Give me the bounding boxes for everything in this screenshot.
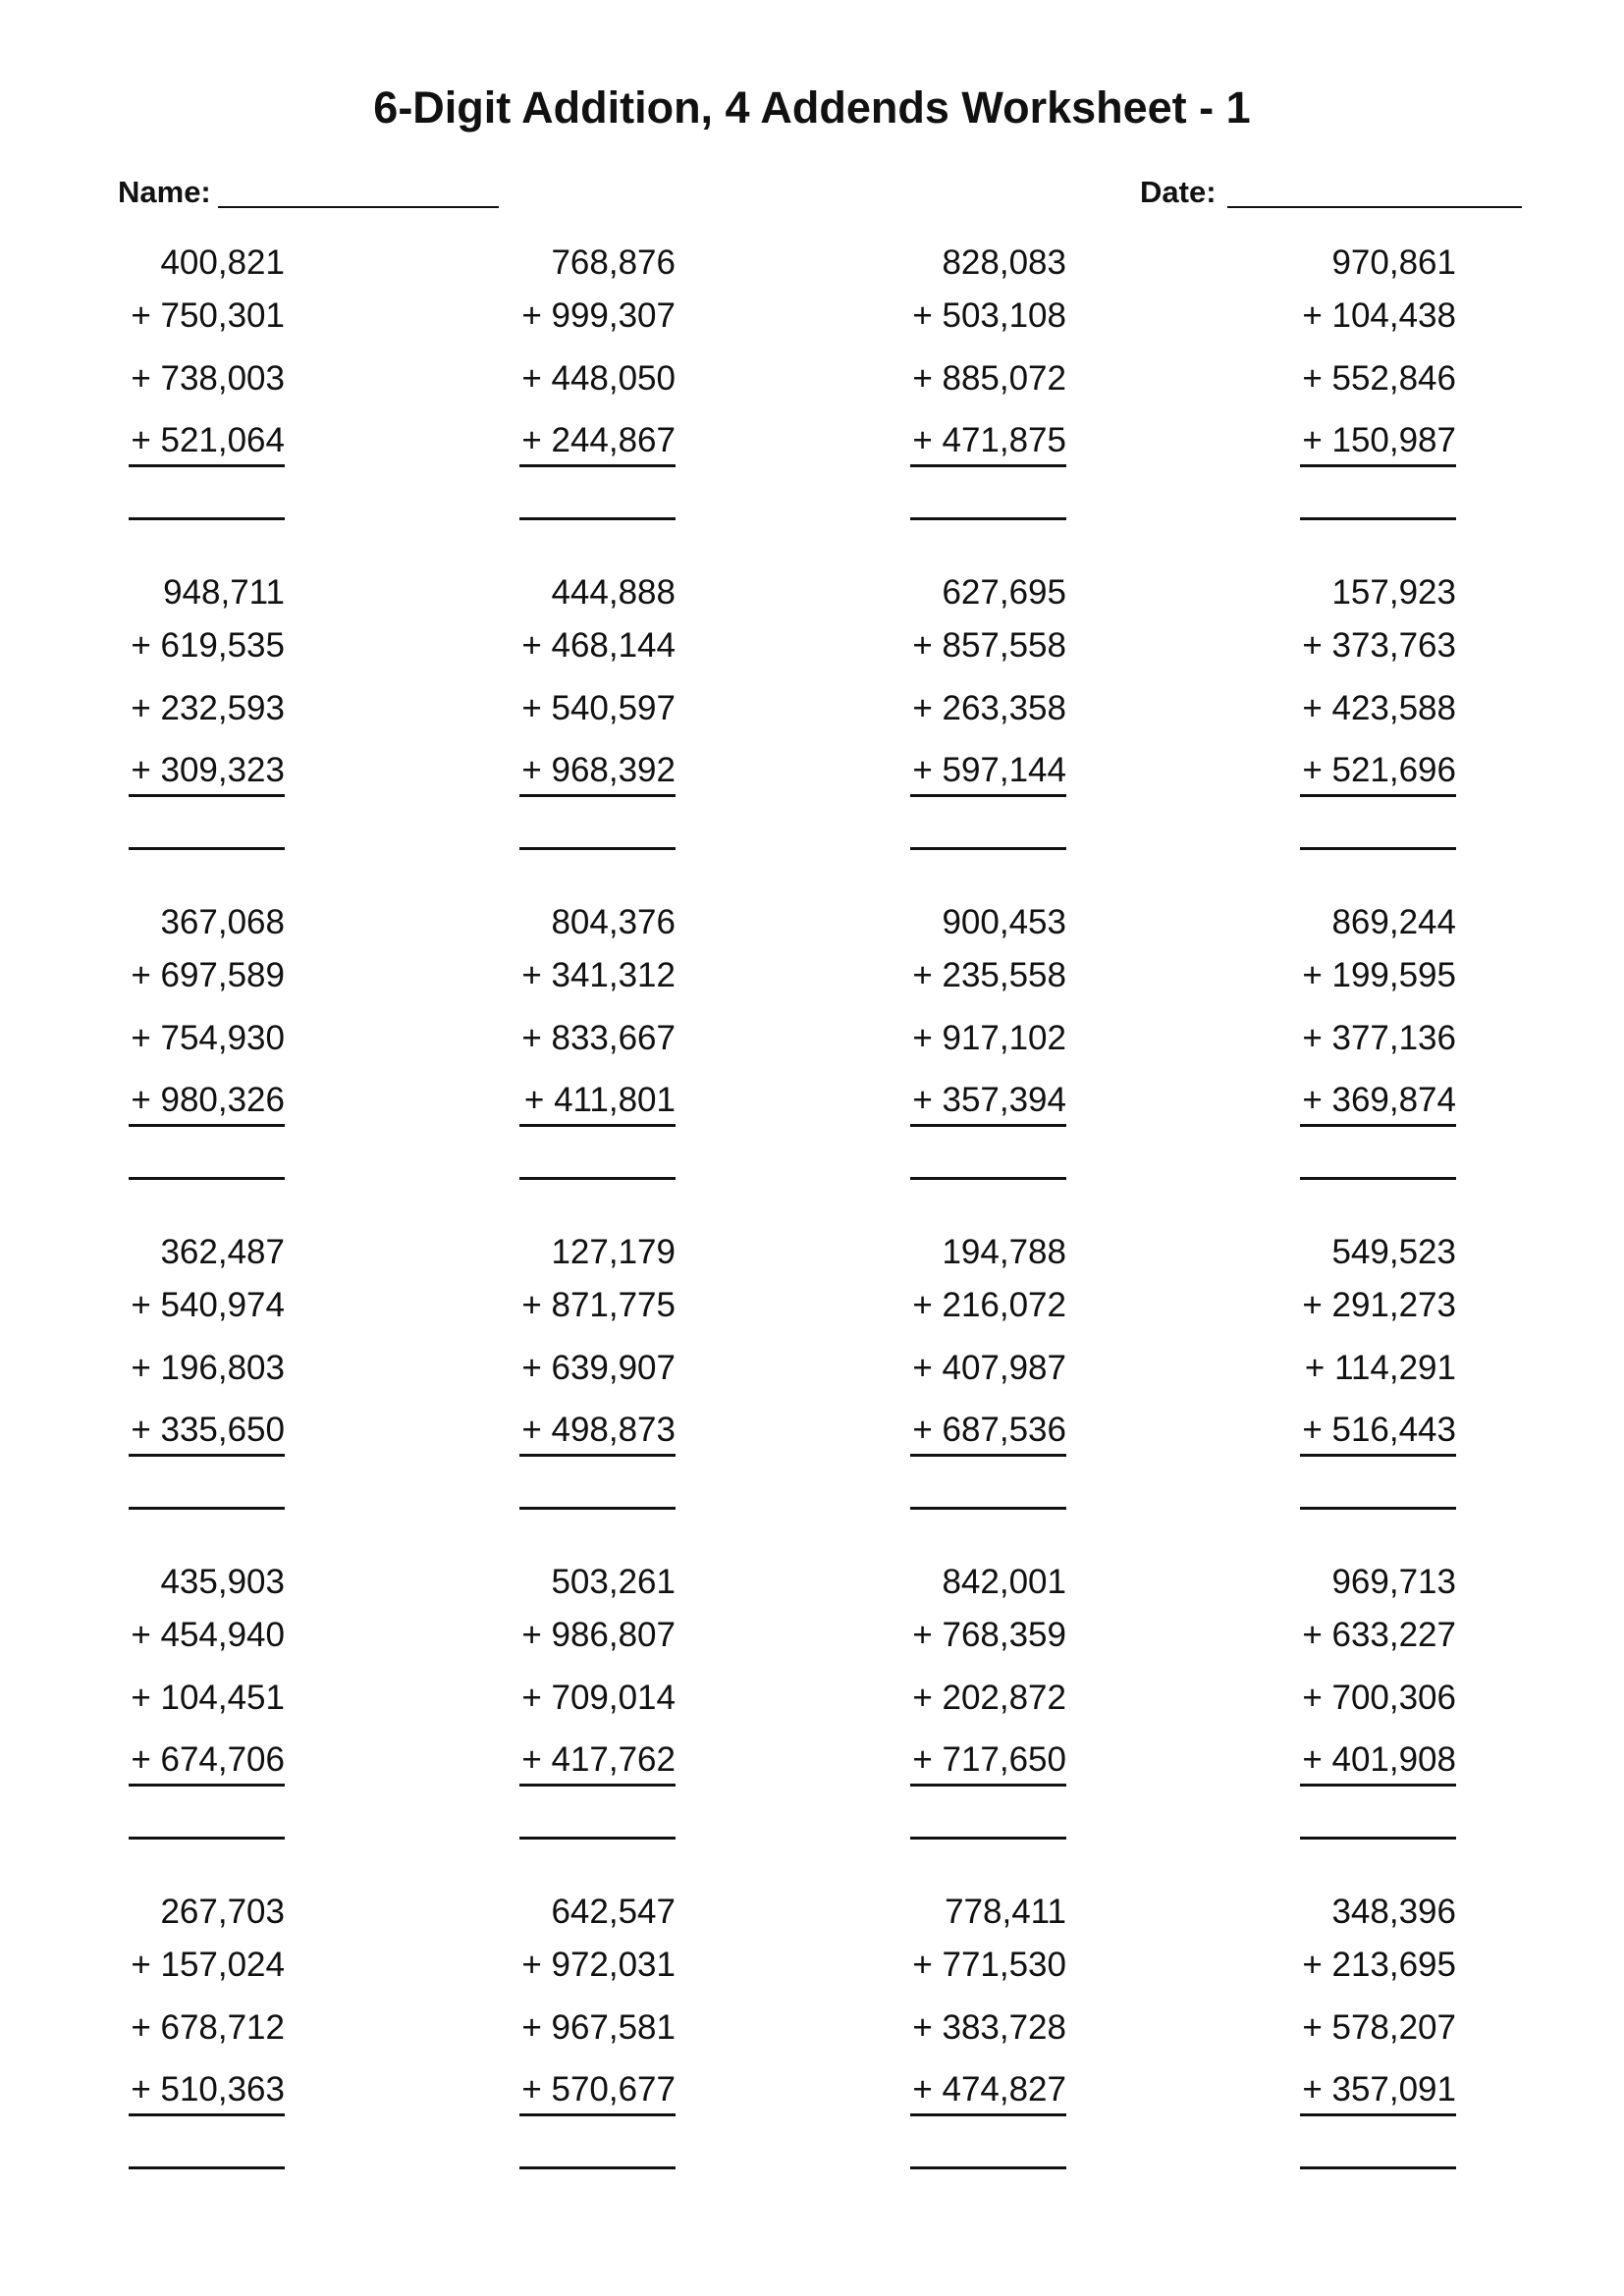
addend: + 357,394 bbox=[912, 1081, 1066, 1119]
addend: + 697,589 bbox=[131, 956, 285, 994]
first-addend: 127,179 bbox=[551, 1233, 676, 1271]
addition-problem bbox=[509, 1233, 734, 1537]
addend: + 709,014 bbox=[521, 1679, 676, 1717]
addend: + 597,144 bbox=[912, 751, 1066, 789]
addend: + 448,050 bbox=[521, 359, 676, 398]
addend: + 454,940 bbox=[131, 1616, 285, 1654]
addend: + 373,763 bbox=[1302, 626, 1456, 665]
addend: + 768,359 bbox=[912, 1616, 1066, 1654]
addend: + 335,650 bbox=[131, 1411, 285, 1449]
addend: + 521,064 bbox=[131, 421, 285, 459]
answer-line[interactable] bbox=[910, 2166, 1066, 2169]
sum-line bbox=[910, 1784, 1066, 1787]
first-addend: 503,261 bbox=[551, 1563, 676, 1601]
date-label: Date: bbox=[1140, 175, 1217, 209]
addend: + 521,696 bbox=[1302, 751, 1456, 789]
addend: + 967,581 bbox=[521, 2008, 676, 2047]
sum-line bbox=[910, 794, 1066, 797]
addition-problem bbox=[509, 573, 734, 878]
answer-line[interactable] bbox=[519, 1837, 676, 1840]
addition-problem bbox=[1289, 1893, 1515, 2197]
sum-line bbox=[519, 1124, 676, 1127]
first-addend: 444,888 bbox=[551, 573, 676, 612]
addition-problem bbox=[1289, 1563, 1515, 1867]
addend: + 474,827 bbox=[912, 2070, 1066, 2109]
addition-problem bbox=[509, 243, 734, 548]
addition-problem bbox=[899, 1893, 1125, 2197]
addend: + 619,535 bbox=[131, 626, 285, 665]
addend: + 540,974 bbox=[131, 1286, 285, 1324]
sum-line bbox=[129, 1454, 285, 1457]
addend: + 468,144 bbox=[521, 626, 676, 665]
addend: + 498,873 bbox=[521, 1411, 676, 1449]
sum-line bbox=[910, 2113, 1066, 2116]
addend: + 104,438 bbox=[1302, 296, 1456, 335]
addition-problem bbox=[118, 1563, 344, 1867]
sum-line bbox=[519, 794, 676, 797]
addend: + 633,227 bbox=[1302, 1616, 1456, 1654]
addend: + 700,306 bbox=[1302, 1679, 1456, 1717]
sum-line bbox=[1300, 1454, 1456, 1457]
first-addend: 804,376 bbox=[551, 903, 676, 941]
answer-line[interactable] bbox=[910, 1837, 1066, 1840]
answer-line[interactable] bbox=[519, 1177, 676, 1180]
answer-line[interactable] bbox=[129, 2166, 285, 2169]
sum-line bbox=[1300, 794, 1456, 797]
answer-line[interactable] bbox=[1300, 1507, 1456, 1510]
first-addend: 367,068 bbox=[160, 903, 285, 941]
answer-line[interactable] bbox=[129, 1507, 285, 1510]
addend: + 369,874 bbox=[1302, 1081, 1456, 1119]
addend: + 341,312 bbox=[521, 956, 676, 994]
worksheet-title: 6-Digit Addition, 4 Addends Worksheet - 1 bbox=[373, 82, 1251, 133]
addend: + 202,872 bbox=[912, 1679, 1066, 1717]
first-addend: 842,001 bbox=[942, 1563, 1066, 1601]
addition-problem bbox=[899, 243, 1125, 548]
addend: + 291,273 bbox=[1302, 1286, 1456, 1324]
addend: + 540,597 bbox=[521, 689, 676, 727]
sum-line bbox=[1300, 1124, 1456, 1127]
addition-problem bbox=[1289, 1233, 1515, 1537]
answer-line[interactable] bbox=[519, 517, 676, 520]
addend: + 213,695 bbox=[1302, 1946, 1456, 1984]
addend: + 263,358 bbox=[912, 689, 1066, 727]
sum-line bbox=[1300, 2113, 1456, 2116]
first-addend: 348,396 bbox=[1331, 1893, 1456, 1931]
answer-line[interactable] bbox=[910, 517, 1066, 520]
sum-line bbox=[910, 464, 1066, 467]
answer-line[interactable] bbox=[519, 1507, 676, 1510]
answer-line[interactable] bbox=[910, 847, 1066, 850]
sum-line bbox=[519, 2113, 676, 2116]
first-addend: 194,788 bbox=[942, 1233, 1066, 1271]
addend: + 516,443 bbox=[1302, 1411, 1456, 1449]
addend: + 150,987 bbox=[1302, 421, 1456, 459]
addition-problem bbox=[509, 1563, 734, 1867]
sum-line bbox=[519, 464, 676, 467]
first-addend: 969,713 bbox=[1331, 1563, 1456, 1601]
addend: + 750,301 bbox=[131, 296, 285, 335]
first-addend: 948,711 bbox=[163, 573, 285, 612]
addend: + 199,595 bbox=[1302, 956, 1456, 994]
first-addend: 267,703 bbox=[160, 1893, 285, 1931]
answer-line[interactable] bbox=[1300, 847, 1456, 850]
addend: + 216,072 bbox=[912, 1286, 1066, 1324]
addend: + 503,108 bbox=[912, 296, 1066, 335]
name-label: Name: bbox=[118, 175, 211, 209]
answer-line[interactable] bbox=[910, 1177, 1066, 1180]
addend: + 383,728 bbox=[912, 2008, 1066, 2047]
sum-line bbox=[910, 1124, 1066, 1127]
answer-line[interactable] bbox=[1300, 2166, 1456, 2169]
addend: + 678,712 bbox=[131, 2008, 285, 2047]
addend: + 377,136 bbox=[1302, 1019, 1456, 1057]
answer-line[interactable] bbox=[129, 847, 285, 850]
addend: + 968,392 bbox=[521, 751, 676, 789]
addend: + 357,091 bbox=[1302, 2070, 1456, 2109]
addend: + 857,558 bbox=[912, 626, 1066, 665]
addend: + 411,801 bbox=[523, 1081, 676, 1119]
addition-problem bbox=[118, 1893, 344, 2197]
first-addend: 869,244 bbox=[1331, 903, 1456, 941]
addition-problem bbox=[118, 573, 344, 878]
answer-line[interactable] bbox=[1300, 1837, 1456, 1840]
addend: + 417,762 bbox=[521, 1740, 676, 1779]
answer-line[interactable] bbox=[129, 1837, 285, 1840]
addend: + 833,667 bbox=[521, 1019, 676, 1057]
sum-line bbox=[1300, 464, 1456, 467]
addend: + 157,024 bbox=[131, 1946, 285, 1984]
addition-problem bbox=[509, 1893, 734, 2197]
answer-line[interactable] bbox=[129, 1177, 285, 1180]
addend: + 407,987 bbox=[912, 1349, 1066, 1387]
addition-problem bbox=[118, 1233, 344, 1537]
sum-line bbox=[129, 794, 285, 797]
answer-line[interactable] bbox=[519, 2166, 676, 2169]
first-addend: 435,903 bbox=[160, 1563, 285, 1601]
sum-line bbox=[519, 1454, 676, 1457]
sum-line bbox=[519, 1784, 676, 1787]
addition-problem bbox=[509, 903, 734, 1207]
addend: + 972,031 bbox=[521, 1946, 676, 1984]
addend: + 423,588 bbox=[1302, 689, 1456, 727]
addition-problem bbox=[899, 1233, 1125, 1537]
addend: + 578,207 bbox=[1302, 2008, 1456, 2047]
answer-line[interactable] bbox=[129, 517, 285, 520]
addend: + 639,907 bbox=[521, 1349, 676, 1387]
addend: + 917,102 bbox=[912, 1019, 1066, 1057]
addend: + 570,677 bbox=[521, 2070, 676, 2109]
answer-line[interactable] bbox=[519, 847, 676, 850]
addend: + 754,930 bbox=[131, 1019, 285, 1057]
sum-line bbox=[129, 464, 285, 467]
addend: + 232,593 bbox=[131, 689, 285, 727]
addend: + 986,807 bbox=[521, 1616, 676, 1654]
addition-problem bbox=[899, 903, 1125, 1207]
addend: + 738,003 bbox=[131, 359, 285, 398]
addend: + 196,803 bbox=[131, 1349, 285, 1387]
first-addend: 828,083 bbox=[942, 243, 1066, 282]
first-addend: 549,523 bbox=[1331, 1233, 1456, 1271]
addition-problem bbox=[1289, 903, 1515, 1207]
answer-line[interactable] bbox=[1300, 1177, 1456, 1180]
addend: + 401,908 bbox=[1302, 1740, 1456, 1779]
first-addend: 778,411 bbox=[945, 1893, 1066, 1931]
addend: + 510,363 bbox=[131, 2070, 285, 2109]
sum-line bbox=[129, 1784, 285, 1787]
addition-problem bbox=[1289, 243, 1515, 548]
addend: + 235,558 bbox=[912, 956, 1066, 994]
addend: + 687,536 bbox=[912, 1411, 1066, 1449]
first-addend: 900,453 bbox=[942, 903, 1066, 941]
addend: + 471,875 bbox=[912, 421, 1066, 459]
first-addend: 362,487 bbox=[160, 1233, 285, 1271]
answer-line[interactable] bbox=[910, 1507, 1066, 1510]
addition-problem bbox=[1289, 573, 1515, 878]
addend: + 771,530 bbox=[912, 1946, 1066, 1984]
first-addend: 970,861 bbox=[1331, 243, 1456, 282]
addition-problem bbox=[899, 573, 1125, 878]
addend: + 104,451 bbox=[131, 1679, 285, 1717]
addend: + 885,072 bbox=[912, 359, 1066, 398]
addition-problem bbox=[899, 1563, 1125, 1867]
sum-line bbox=[129, 1124, 285, 1127]
addend: + 999,307 bbox=[521, 296, 676, 335]
first-addend: 627,695 bbox=[942, 573, 1066, 612]
sum-line bbox=[910, 1454, 1066, 1457]
sum-line bbox=[129, 2113, 285, 2116]
addition-problem bbox=[118, 243, 344, 548]
first-addend: 157,923 bbox=[1331, 573, 1456, 612]
addition-problem bbox=[118, 903, 344, 1207]
addend: + 717,650 bbox=[912, 1740, 1066, 1779]
addend: + 871,775 bbox=[521, 1286, 676, 1324]
addend: + 674,706 bbox=[131, 1740, 285, 1779]
addend: + 980,326 bbox=[131, 1081, 285, 1119]
sum-line bbox=[1300, 1784, 1456, 1787]
first-addend: 768,876 bbox=[551, 243, 676, 282]
first-addend: 642,547 bbox=[551, 1893, 676, 1931]
addend: + 309,323 bbox=[131, 751, 285, 789]
first-addend: 400,821 bbox=[160, 243, 285, 282]
addend: + 244,867 bbox=[521, 421, 676, 459]
addend: + 552,846 bbox=[1302, 359, 1456, 398]
addend: + 114,291 bbox=[1304, 1349, 1456, 1387]
answer-line[interactable] bbox=[1300, 517, 1456, 520]
